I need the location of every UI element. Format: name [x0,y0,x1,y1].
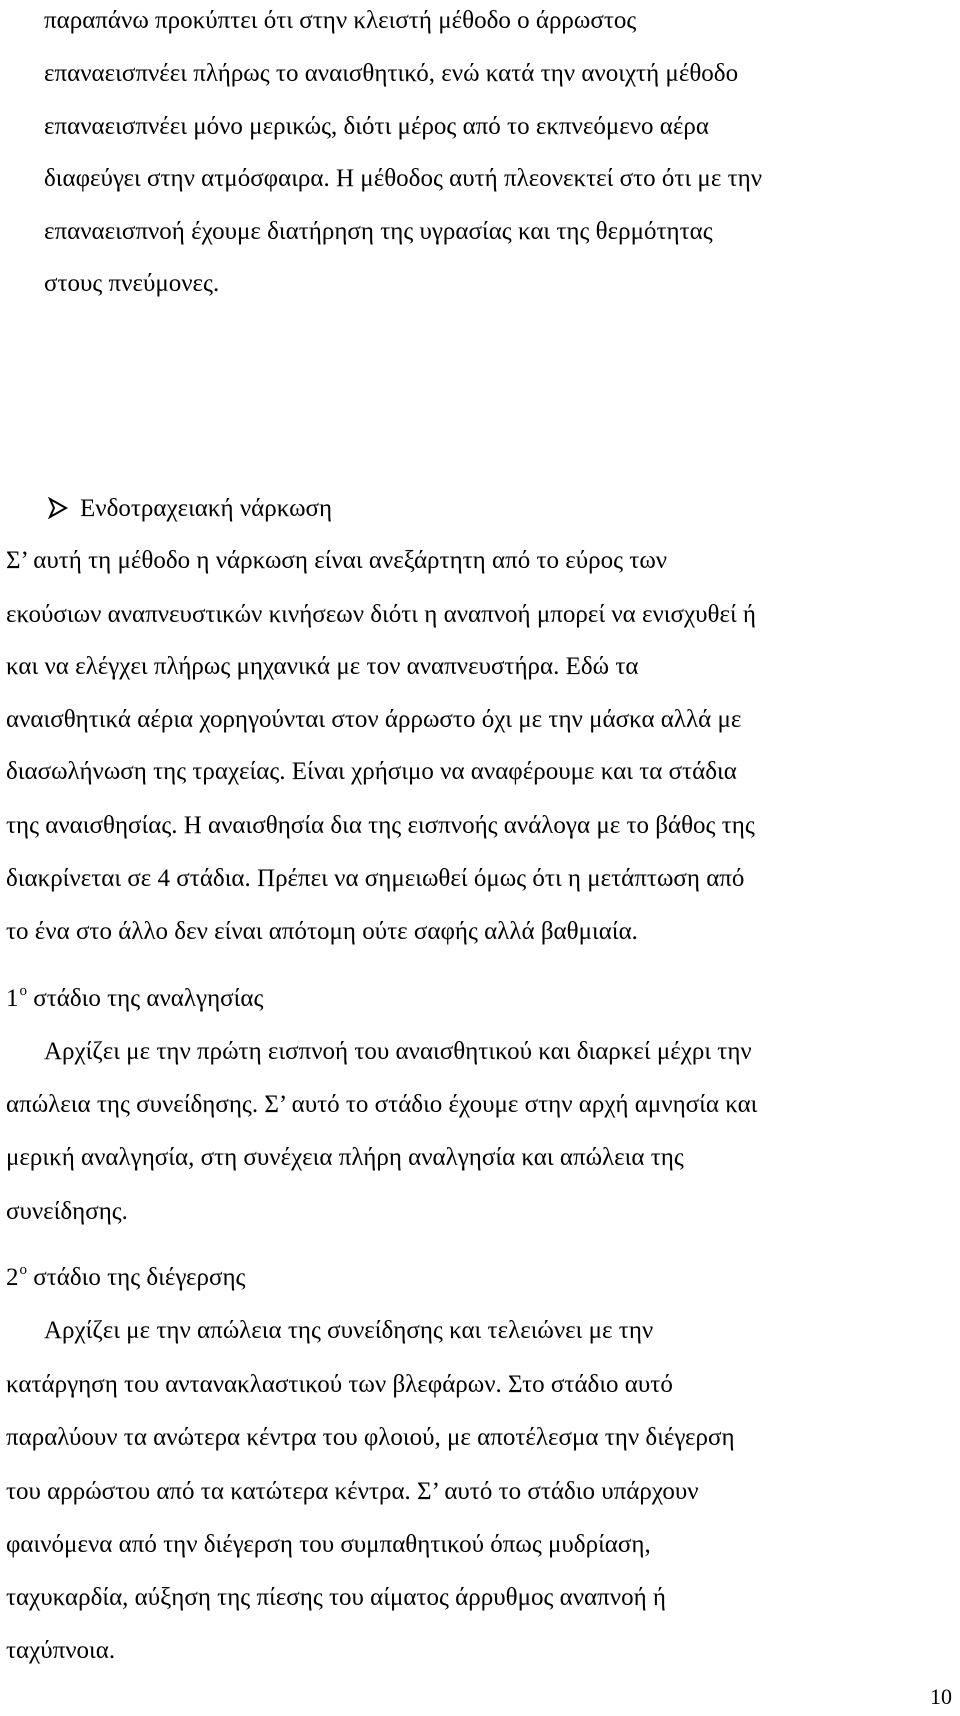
text-line: διαφεύγει στην ατμόσφαιρα. Η μέθοδος αυτή πλεονεκτεί στο ότι με την [44,165,762,192]
stage-2-superscript: ο [19,1262,27,1278]
stage-1-number: 1 [6,985,19,1012]
text-line: διασωλήνωση της τραχείας. Είναι χρήσιμο να αναφέρουμε και τα στάδια [6,758,737,785]
text-line: Αρχίζει με την απώλεια της συνείδησης και τελειώνει με την [44,1317,654,1344]
text-line: παραπάνω προκύπτει ότι στην κλειστή μέθοδο ο άρρωστος [44,7,637,34]
text-line: Σ’ αυτή τη μέθοδο η νάρκωση είναι ανεξάρτητη από το εύρος των [6,547,668,574]
text-line: του αρρώστου από τα κατώτερα κέντρα. Σ’ αυτό το στάδιο υπάρχουν [6,1478,699,1505]
text-line: μερική αναλγησία, στη συνέχεια πλήρη αναλγησία και απώλεια της [6,1144,684,1171]
arrow-bullet-icon [48,497,68,519]
stage-1-title: στάδιο της αναλγησίας [33,985,264,1012]
text-line: και να ελέγχει πλήρως μηχανικά με τον αναπνευστήρα. Εδώ τα [6,653,639,680]
text-line: ταχύπνοια. [6,1637,116,1664]
page-number: 10 [930,1684,952,1709]
text-line: ταχυκαρδία, αύξηση της πίεσης του αίματος άρρυθμος αναπνοή ή [6,1584,666,1611]
section-heading-text: Ενδοτραχειακή νάρκωση [80,495,333,522]
text-line: διακρίνεται σε 4 στάδια. Πρέπει να σημειωθεί όμως ότι η μετάπτωση από [6,865,745,892]
text-line: παραλύουν τα ανώτερα κέντρα του φλοιού, με αποτέλεσμα την διέγερση [6,1424,735,1451]
stage-2-title: στάδιο της διέγερσης [33,1264,246,1291]
stage-2-heading [6,1255,245,1293]
text-line: της αναισθησίας. Η αναισθησία δια της εισπνοής ανάλογα με το βάθος της [6,812,755,839]
text-line: συνείδησης. [6,1198,128,1225]
text-line: στους πνεύμονες. [44,270,220,297]
text-line: αναισθητικά αέρια χορηγούνται στον άρρωστο όχι με την μάσκα αλλά με [6,706,742,733]
text-line: εκούσιων αναπνευστικών κινήσεων διότι η αναπνοή μπορεί να ενισχυθεί ή [6,601,756,628]
text-line: Αρχίζει με την πρώτη εισπνοή του αναισθητικού και διαρκεί μέχρι την [44,1038,752,1065]
text-line: επαναεισπνέει μόνο μερικώς, διότι μέρος από το εκπνεόμενο αέρα [44,113,709,140]
text-line: κατάργηση του αντανακλαστικού των βλεφάρων. Στο στάδιο αυτό [6,1371,673,1398]
text-line: φαινόμενα από την διέγερση του συμπαθητικού όπως μυδρίαση, [6,1531,651,1558]
text-line: το ένα στο άλλο δεν είναι απότομη ούτε σαφής αλλά βαθμιαία. [6,918,638,945]
stage-1-heading [6,976,263,1014]
stage-2-number: 2 [6,1264,19,1291]
stage-1-superscript: ο [19,983,27,999]
text-line: επαναεισπνοή έχουμε διατήρηση της υγρασίας και της θερμότητας [44,218,713,245]
text-line: επαναεισπνέει πλήρως το αναισθητικό, ενώ κατά την ανοιχτή μέθοδο [44,60,739,87]
text-line: απώλεια της συνείδησης. Σ’ αυτό το στάδιο έχουμε στην αρχή αμνησία και [6,1091,758,1118]
